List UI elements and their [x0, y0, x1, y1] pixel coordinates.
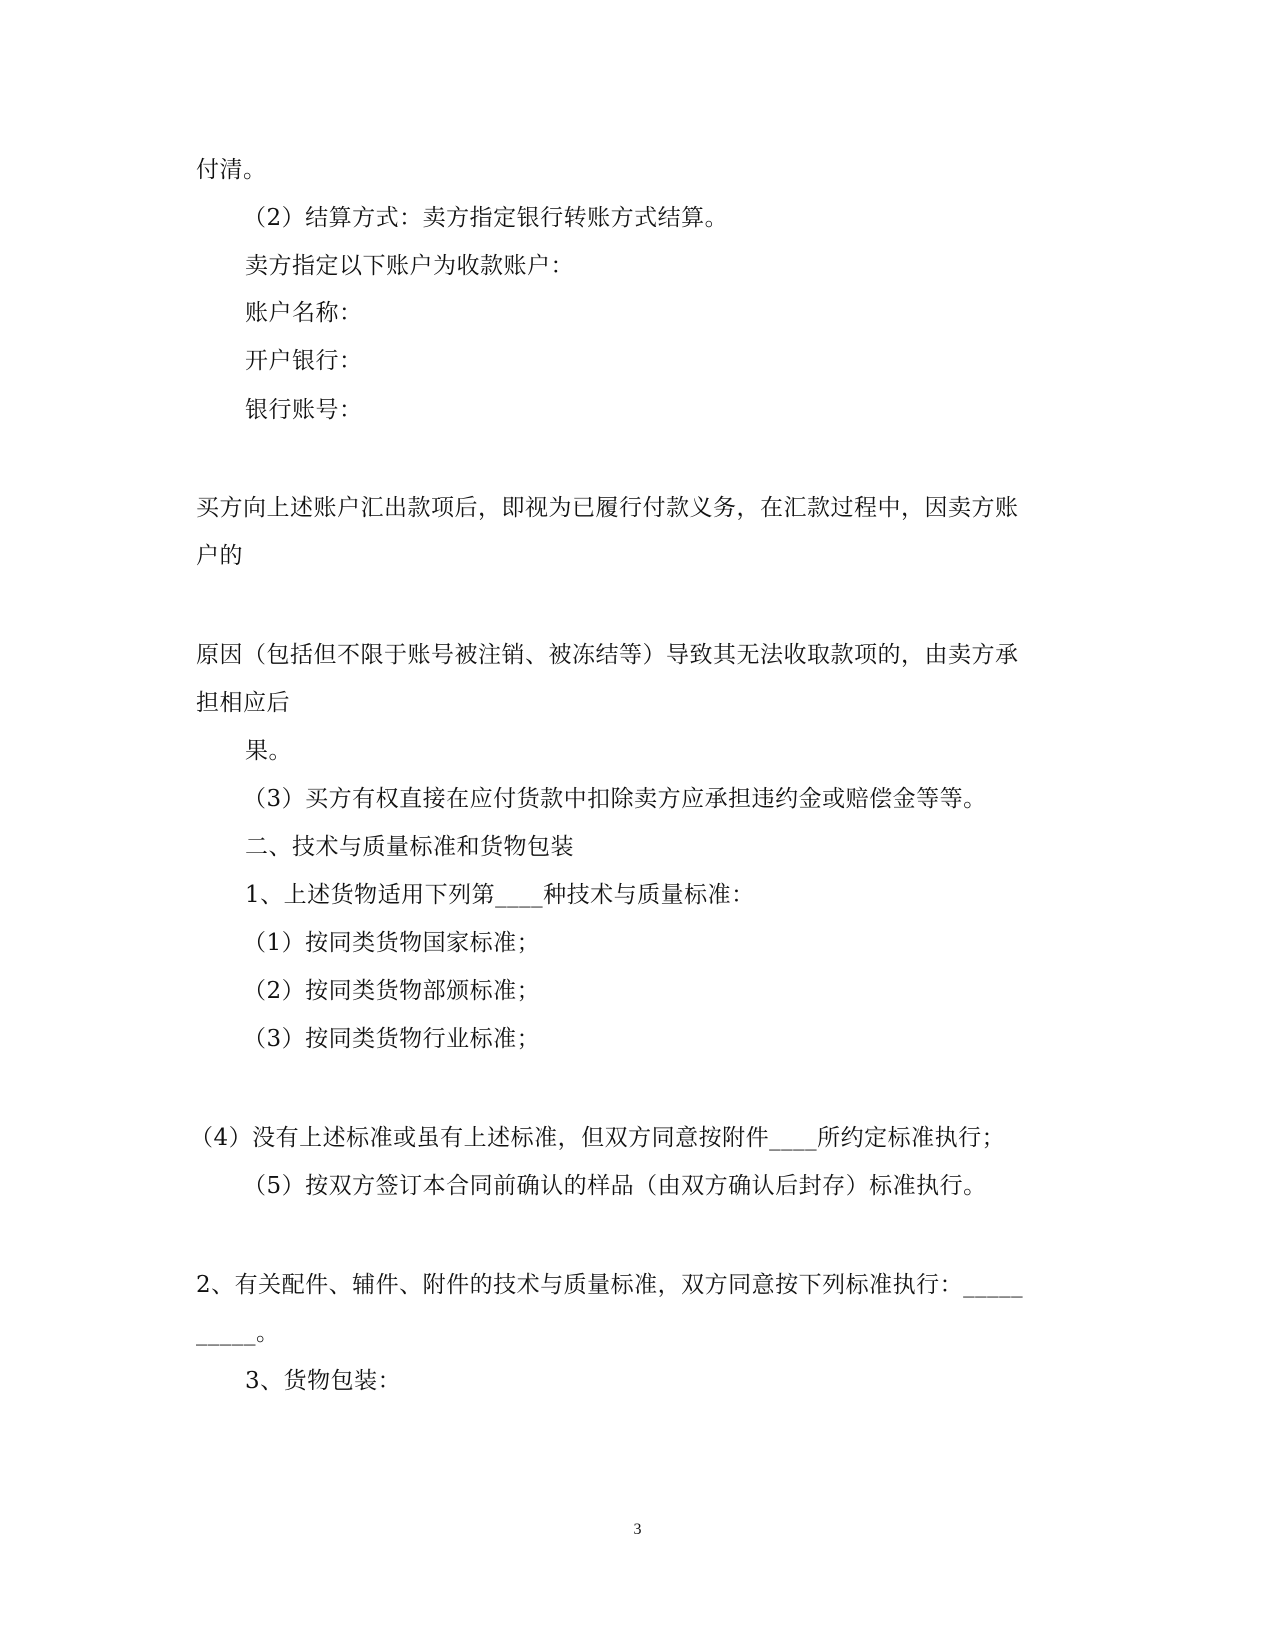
text-line: 买方向上述账户汇出款项后，即视为已履行付款义务，在汇款过程中，因卖方账 — [196, 495, 1019, 521]
text-line: （5）按双方签订本合同前确认的样品（由双方确认后封存）标准执行。 — [243, 1173, 987, 1199]
text-line: 户的 — [196, 543, 243, 569]
text-line: 卖方指定以下账户为收款账户： — [245, 253, 574, 279]
text-line: （2）按同类货物部颁标准； — [243, 978, 541, 1004]
text-line: 果。 — [245, 738, 292, 764]
page-number: 3 — [633, 1521, 642, 1538]
text-line: （3）买方有权直接在应付货款中扣除卖方应承担违约金或赔偿金等等。 — [243, 786, 987, 812]
text-line: 账户名称： — [245, 300, 363, 326]
section-heading: 二、技术与质量标准和货物包装 — [245, 834, 574, 860]
text-line: 开户银行： — [245, 348, 363, 374]
text-line: 3、货物包装： — [245, 1368, 402, 1394]
text-line: （2）结算方式：卖方指定银行转账方式结算。 — [243, 205, 729, 231]
text-line: _____。 — [196, 1320, 280, 1346]
text-line: 2、有关配件、辅件、附件的技术与质量标准，双方同意按下列标准执行：_____ — [196, 1272, 1024, 1298]
text-line: （3）按同类货物行业标准； — [243, 1026, 541, 1052]
text-line: （1）按同类货物国家标准； — [243, 930, 541, 956]
text-line: 银行账号： — [245, 397, 363, 423]
text-line: 原因（包括但不限于账号被注销、被冻结等）导致其无法收取款项的，由卖方承 — [196, 642, 1019, 668]
text-line: 担相应后 — [196, 690, 290, 716]
text-line: 1、上述货物适用下列第____种技术与质量标准： — [245, 882, 755, 908]
text-line: （4）没有上述标准或虽有上述标准，但双方同意按附件____所约定标准执行； — [190, 1125, 1006, 1151]
text-line: 付清。 — [196, 157, 267, 183]
